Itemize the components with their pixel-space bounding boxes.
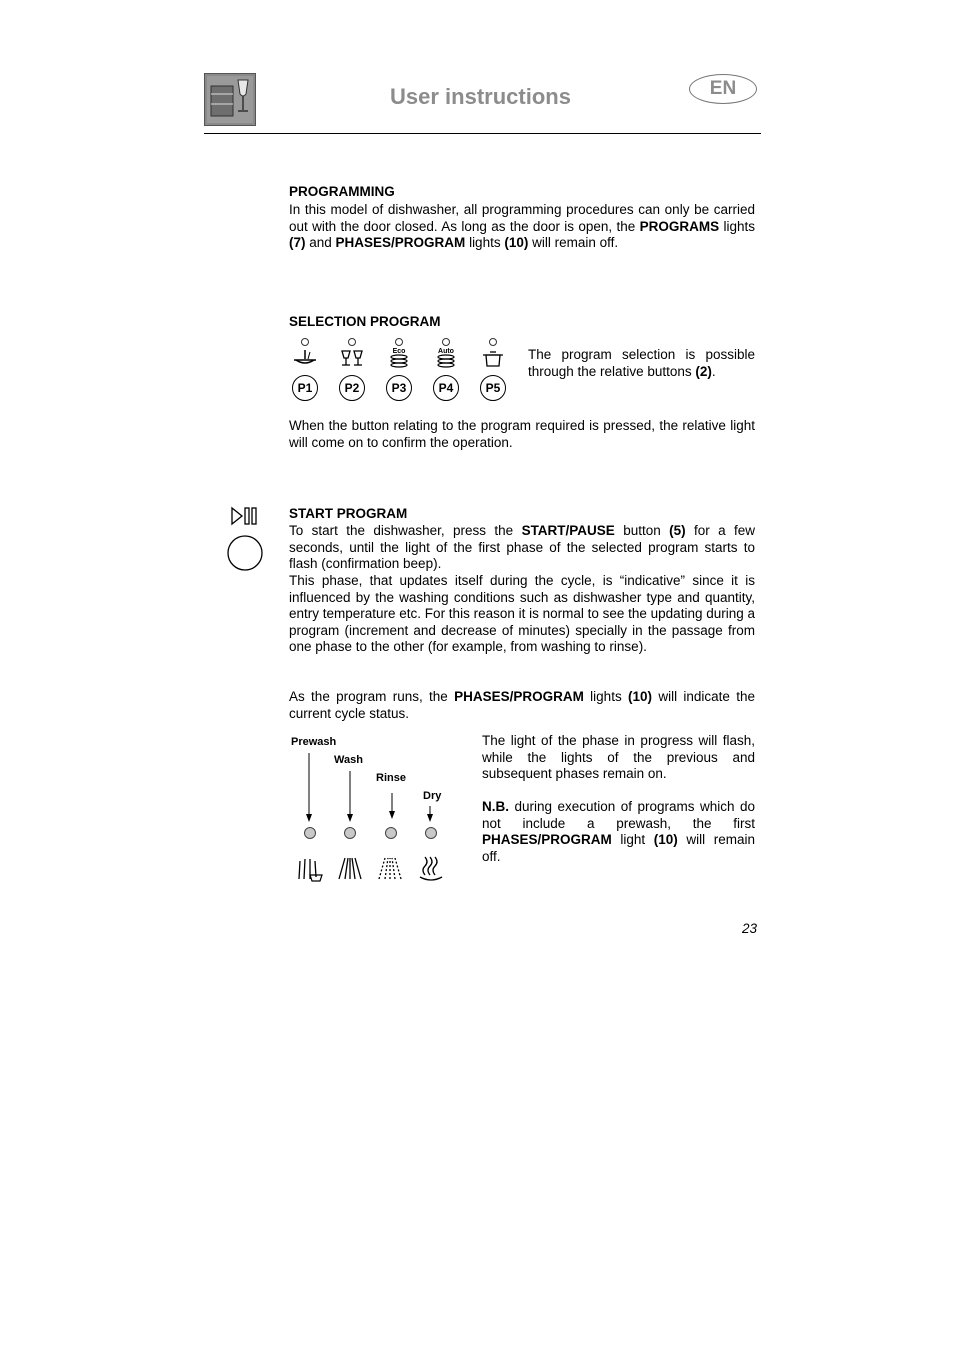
phase-arrows (290, 748, 450, 828)
program-led (489, 338, 497, 346)
programming-paragraph: In this model of dishwasher, all programming procedures can only be carried out with the door closed. As long as the door is open, the PROGRAMS lights (7) and PHASES/PROGRAM lights (10) will remain off. (289, 202, 755, 251)
program-led (395, 338, 403, 346)
header-divider (204, 133, 761, 134)
start-heading: START PROGRAM (289, 506, 408, 521)
program-p4[interactable] (431, 338, 461, 401)
page-number: 23 (742, 921, 758, 936)
svg-text:Eco: Eco (392, 348, 406, 355)
program-led (348, 338, 356, 346)
phase-label-prewash: Prewash (291, 736, 337, 748)
program-p1[interactable] (290, 338, 320, 401)
program-p3[interactable] (384, 338, 414, 401)
program-button-p4[interactable]: P4 (433, 375, 459, 401)
phase-label-rinse: Rinse (376, 772, 406, 784)
program-button-p1[interactable]: P1 (292, 375, 318, 401)
prewash-spray-icon (296, 855, 324, 883)
language-badge: EN (689, 74, 757, 104)
program-led (301, 338, 309, 346)
page-title: User instructions (390, 84, 571, 109)
selection-heading: SELECTION PROGRAM (289, 314, 441, 329)
start-pause-button-icon (226, 534, 264, 577)
phases-side-text: The light of the phase in progress will flash, while the lights of the previous and subsequent phases remain on. (482, 733, 755, 782)
program-button-p2[interactable]: P2 (339, 375, 365, 401)
program-button-p5[interactable]: P5 (480, 375, 506, 401)
start-paragraph-2: This phase, that updates itself during the cycle, is “indicative” since it is influenced by the washing conditions such as dishwasher type and quantity, entry temperature etc. For this reason it is normal to see the updating during a program (increment and decrease of minutes) specially in the passage from one phase to the other (for example, from washing to rinse). (289, 573, 755, 655)
phase-led-rinse (385, 827, 397, 839)
start-paragraph-3: As the program runs, the PHASES/PROGRAM lights (10) will indicate the current cycle status. (289, 689, 755, 721)
pot-icon (478, 346, 508, 370)
glasses-icon (337, 346, 367, 370)
selection-paragraph: When the button relating to the program required is pressed, the relative light will come on to confirm the operation. (289, 418, 755, 450)
phase-label-wash: Wash (334, 754, 363, 766)
wash-spray-icon (336, 855, 364, 883)
phase-led-dry (425, 827, 437, 839)
phase-led-prewash (304, 827, 316, 839)
start-paragraph-1: To start the dishwasher, press the START/PAUSE button (5) for a few seconds, until the light of the first phase of the selected program starts to flash (confirmation beep). (289, 523, 755, 572)
phase-led-wash (344, 827, 356, 839)
program-p2[interactable] (337, 338, 367, 401)
program-p5[interactable] (478, 338, 508, 401)
rinse-spray-icon (376, 855, 404, 883)
nb-note: N.B. during execution of programs which do not include a prewash, the first PHASES/PROGRAM light (10) will remain off. (482, 799, 755, 864)
phase-label-dry: Dry (423, 790, 442, 802)
start-pause-icon (229, 505, 261, 532)
programming-heading: PROGRAMMING (289, 184, 395, 199)
program-button-p3[interactable]: P3 (386, 375, 412, 401)
svg-text:Auto: Auto (438, 348, 454, 355)
program-led (442, 338, 450, 346)
dry-steam-icon (417, 855, 445, 883)
soak-icon (290, 346, 320, 370)
auto-plates-icon (431, 346, 461, 370)
selection-side-text: The program selection is possible through the relative buttons (2). (528, 347, 755, 379)
eco-plates-icon (384, 346, 414, 370)
dishwasher-logo (204, 73, 256, 126)
